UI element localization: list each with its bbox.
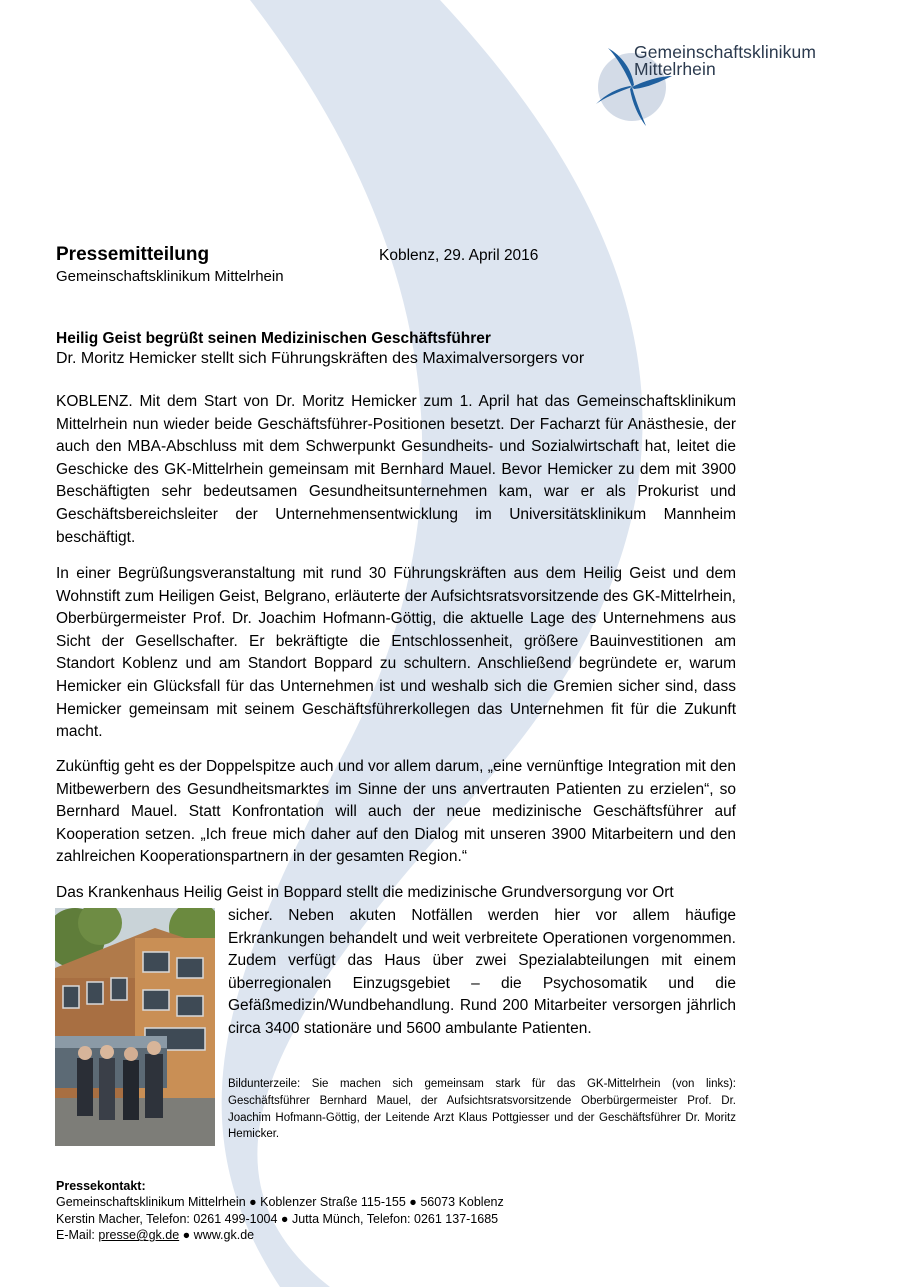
logo-line-1: Gemeinschaftsklinikum xyxy=(634,42,817,62)
logo-text xyxy=(634,44,816,78)
issuer-name: Gemeinschaftsklinikum Mittelrhein xyxy=(56,268,284,285)
article-headline: Heilig Geist begrüßt seinen Medizinischen Geschäftsführer xyxy=(56,330,491,347)
release-date: Koblenz, 29. April 2016 xyxy=(379,247,539,264)
logo-line-2: Mittelrhein xyxy=(634,59,716,79)
contact-email-line xyxy=(56,1227,504,1243)
contact-address: Gemeinschaftsklinikum Mittelrhein ● Koblenzer Straße 115-155 ● 56073 Koblenz xyxy=(56,1195,504,1210)
paragraph-3: Zukünftig geht es der Doppelspitze auch und vor allem darum, „eine vernünftige Integration mit den Mitbewerbern des Gesundheitsmarktes im Sinne der uns anvertrauten Patienten zu erzielen“, so Bernhard Mauel. Statt Konfrontation will auch der neue medizinische Geschäftsführer auf Kooperation setzen. „Ich freue mich daher auf den Dialog mit unseren 3900 Mitarbeitern und den zahlreichen Kooperationspartnern in der gesamten Region.“ xyxy=(56,758,736,866)
email-link[interactable]: presse@gk.de xyxy=(98,1228,180,1243)
clinic-logo xyxy=(592,42,852,132)
contact-label: Pressekontakt: xyxy=(56,1179,146,1193)
page-title: Pressemitteilung xyxy=(56,244,210,265)
article-subheadline: Dr. Moritz Hemicker stellt sich Führungskräften des Maximalversorgers vor xyxy=(56,350,585,367)
paragraph-2: In einer Begrüßungsveranstaltung mit rund 30 Führungskräften aus dem Heilig Geist und dem Wohnstift zum Heiligen Geist, Belgrano, erläuterte der Aufsichtsratsvorsitzende des GK-Mittelrhein, Oberbürgermeister Prof. Dr. Joachim Hofmann-Göttig, die aktuelle Lage des Unternehmens aus Sicht der Gesellschafter. Er bekräftigte die Entschlossenheit, größere Bauinvestitionen am Standort Koblenz und am Standort Boppard zu schultern. Anschließend begründete er, warum Hemicker ein Glücksfall für das Unternehmen ist und weshalb sich die Gremien sicher sind, dass Hemicker gemeinsam mit seinem Geschäftsführerkollegen das Unternehmen fit für die Zukunft macht. xyxy=(56,565,736,741)
website-text: ● www.gk.de xyxy=(179,1228,255,1243)
photo-caption: Bildunterzeile: Sie machen sich gemeinsam stark für das GK-Mittelrhein (von links): Geschäftsführer Bernhard Mauel, der Aufsichtsratsvorsitzende Oberbürgermeister Prof. Dr. Joachim Hofmann-Göttig, der Leitende Arzt Klaus Pottgiesser und der Geschäftsführer Dr. Moritz Hemicker. xyxy=(228,1078,736,1141)
paragraph-4-continued: sicher. Neben akuten Notfällen werden hier vor allem häufige Erkrankungen behandelt und weit verbreitete Operationen vorgenommen. Zudem verfügt das Haus über zwei Spezialabteilungen mit einem überregionalen Einzugsgebiet – die Psychosomatik und die Gefäßmedizin/Wundbehandlung. Rund 200 Mitarbeiter versorgen jährlich circa 3400 stationäre und 5600 ambulante Patienten. xyxy=(228,907,736,1037)
email-prefix: E-Mail: xyxy=(56,1228,99,1243)
paragraph-4-first-line: Das Krankenhaus Heilig Geist in Boppard stellt die medizinische Grundversorgung vor Ort xyxy=(56,884,674,901)
group-photo xyxy=(55,908,215,1146)
press-contact xyxy=(56,1178,504,1244)
paragraph-1: KOBLENZ. Mit dem Start von Dr. Moritz Hemicker zum 1. April hat das Gemeinschaftsklinikum Mittelrhein nun wieder beide Geschäftsführer-Positionen besetzt. Der Facharzt für Anästhesie, der auch den MBA-Abschluss mit dem Schwerpunkt Gesundheits- und Sozialwirtschaft hat, leitet die Geschicke des GK-Mittelrhein gemeinsam mit Bernhard Mauel. Bevor Hemicker zu dem mit 3900 Beschäftigten sehr bedeutsamen Gesundheitsunternehmen kam, war er als Prokurist und Geschäftsbereichsleiter der Unternehmensentwicklung im Universitätsklinikum Mannheim beschäftigt. xyxy=(56,393,736,546)
contact-phones: Kerstin Macher, Telefon: 0261 499-1004 ● Jutta Münch, Telefon: 0261 137-1685 xyxy=(56,1211,499,1226)
